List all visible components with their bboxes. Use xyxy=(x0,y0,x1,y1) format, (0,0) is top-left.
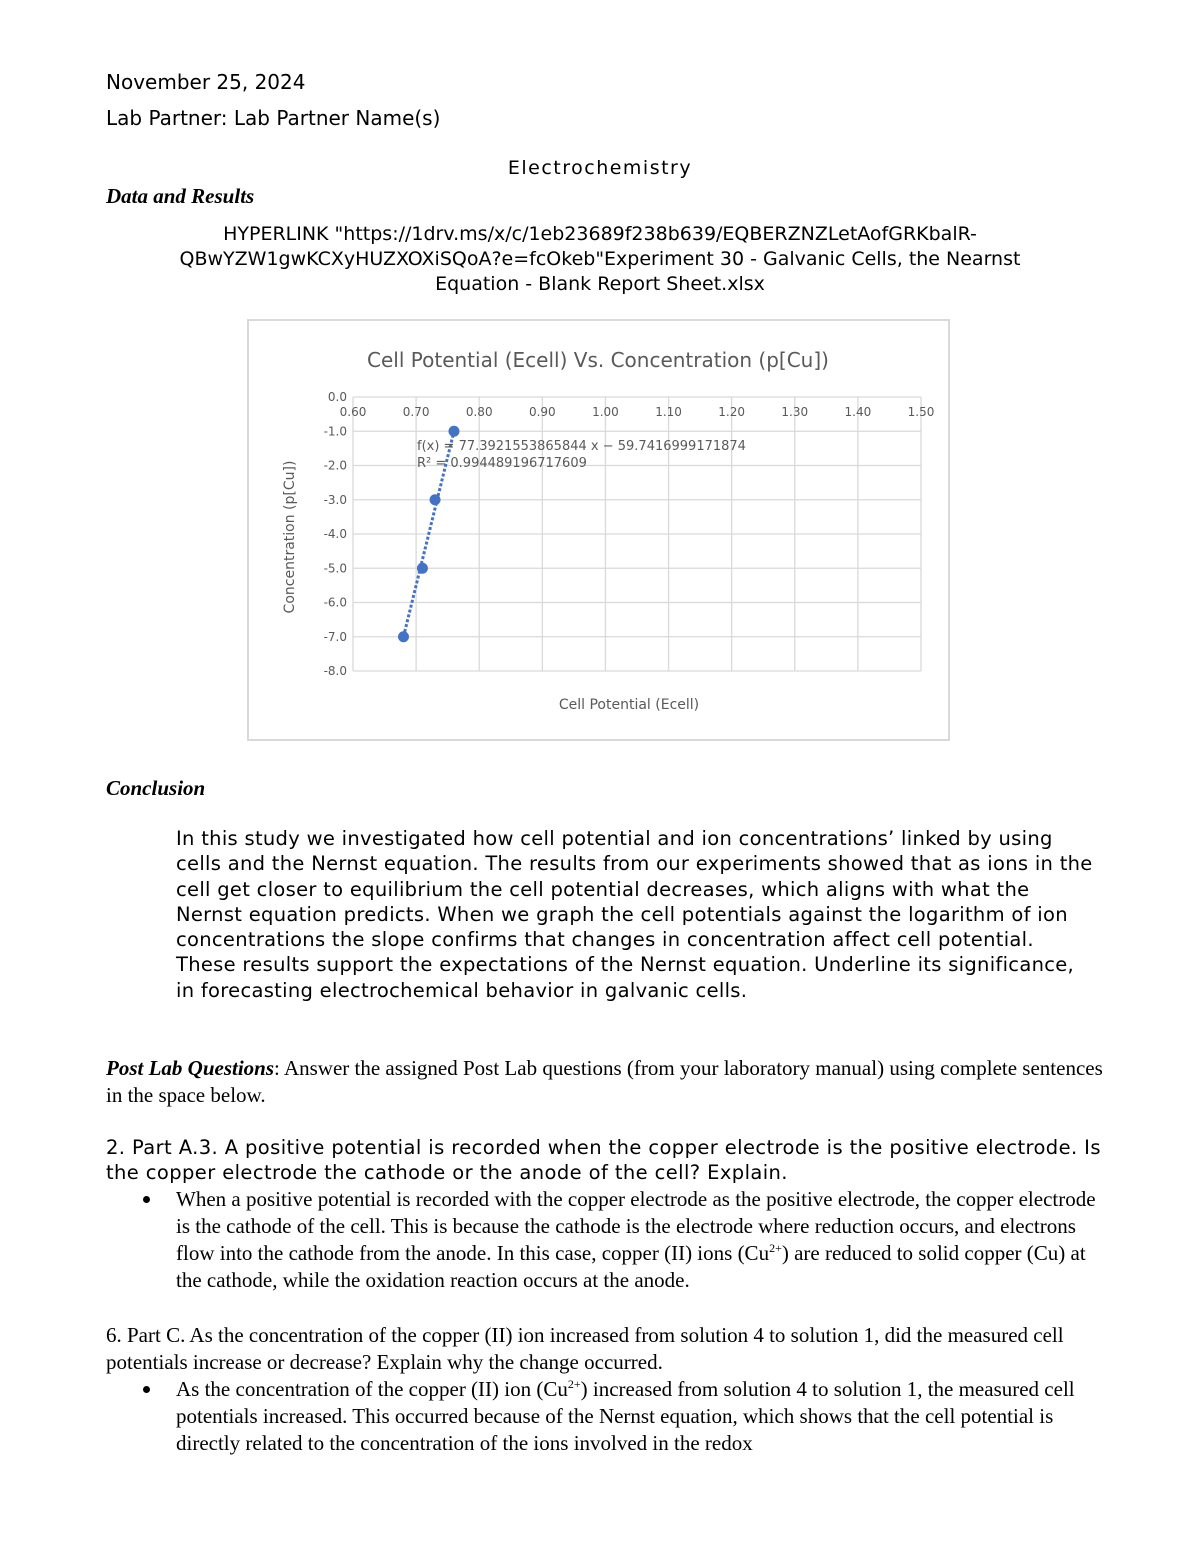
hyperlink-line-1: HYPERLINK "https://1drv.ms/x/c/1eb23689f238b639/EQBERZNZLetAofGRKbalR- xyxy=(223,223,977,245)
answer-6-superscript: 2+ xyxy=(567,1377,581,1391)
x-tick-label: 1.40 xyxy=(844,405,872,419)
trendline-r-squared: R² = 0.994489196717609 xyxy=(417,456,587,471)
x-tick-label: 1.50 xyxy=(907,405,935,419)
conclusion-paragraph: In this study we investigated how cell potential and ion concentrations’ linked by using cells and the Nernst equation. The results from our experiments showed that as ions in the cell get closer to equilibrium the cell potential decreases, which aligns with what the Nernst equation predicts. When we graph the cell potentials against the logarithm of ion concentrations the slope confirms that changes in concentration affect cell potential. These results support the expectations of the Nernst equation. Underline its significance, in forecasting electrochemical behavior in galvanic cells. xyxy=(176,827,1093,1002)
x-tick-label: 0.80 xyxy=(465,405,493,419)
x-tick-label: 1.30 xyxy=(781,405,809,419)
chart-container xyxy=(247,319,950,741)
answer-6-text-a: As the concentration of the copper (II) ion (Cu xyxy=(176,1377,568,1401)
scatter-chart xyxy=(249,321,948,739)
x-tick-label: 1.00 xyxy=(592,405,619,419)
y-tick-label: -2.0 xyxy=(323,458,347,473)
y-tick-label: -4.0 xyxy=(323,527,347,541)
y-tick-label: -6.0 xyxy=(323,595,347,610)
post-lab-instructions: : Answer the assigned Post Lab questions (from your laboratory manual) using complete sentences in the space below. xyxy=(106,1056,1103,1107)
x-tick-label: 0.60 xyxy=(339,405,367,419)
answer-2 xyxy=(176,1186,1096,1294)
data-results-heading: Data and Results xyxy=(106,184,255,208)
question-6: 6. Part C. As the concentration of the copper (II) ion increased from solution 4 to solution 1, did the measured cell potentials increase or decrease? Explain why the change occurred. xyxy=(106,1323,1064,1374)
y-tick-label: -5.0 xyxy=(323,561,347,576)
lab-partner-line: Lab Partner: Lab Partner Name(s) xyxy=(106,106,441,130)
data-point xyxy=(448,426,459,437)
y-tick-labels xyxy=(324,390,347,678)
bullet-icon xyxy=(143,1386,150,1393)
answer-2-text-b: ) are reduced to solid copper (Cu) at the cathode, while the oxidation reaction occurs at the anode. xyxy=(176,1241,1086,1292)
hyperlink-field[interactable] xyxy=(110,222,1090,297)
hyperlink-line-2: QBwYZW1gwKCXyHUZXOXiSQoA?e=fcOkeb"Experiment 30 - Galvanic Cells, the Nearnst xyxy=(179,248,1021,270)
x-tick-label: 1.20 xyxy=(718,405,746,419)
page-title: Electrochemistry xyxy=(507,157,693,179)
document-date: November 25, 2024 xyxy=(106,70,306,94)
y-tick-label: -7.0 xyxy=(323,629,347,644)
y-tick-label: 0.0 xyxy=(327,390,347,404)
conclusion-heading: Conclusion xyxy=(106,776,206,800)
y-tick-label: -3.0 xyxy=(323,492,347,507)
answer-6 xyxy=(176,1376,1096,1457)
post-lab-heading: Post Lab Questions xyxy=(106,1056,275,1080)
question-2: 2. Part A.3. A positive potential is recorded when the copper electrode is the positive electrode. Is the copper electrode the cathode or the anode of the cell? Explain. xyxy=(106,1136,1101,1184)
y-axis-label: Concentration (p[Cu]) xyxy=(282,460,298,614)
answer-2-text-a: When a positive potential is recorded with the copper electrode as the positive electrode, the copper electrode is the cathode of the cell. This is because the cathode is the electrode where reduction occurs, and electrons flow into the cathode from the anode. In this case, copper (II) ions (Cu xyxy=(176,1187,1096,1265)
hyperlink-line-3: Equation - Blank Report Sheet.xlsx xyxy=(435,273,765,295)
data-point xyxy=(398,631,409,642)
trendline-equation: f(x) = 77.3921553865844 x − 59.7416999171874 xyxy=(417,439,746,454)
answer-2-superscript: 2+ xyxy=(769,1241,782,1255)
data-point xyxy=(430,494,441,505)
y-tick-label: -8.0 xyxy=(323,664,347,678)
y-tick-label: -1.0 xyxy=(323,424,347,439)
data-point xyxy=(417,563,428,574)
x-tick-label: 0.90 xyxy=(528,405,556,419)
post-lab-intro xyxy=(106,1055,1106,1109)
x-axis-label: Cell Potential (Ecell) xyxy=(558,697,700,713)
x-tick-label: 0.70 xyxy=(402,405,430,419)
x-tick-labels xyxy=(340,405,935,419)
chart-title: Cell Potential (Ecell) Vs. Concentration (p[Cu]) xyxy=(367,348,829,372)
bullet-icon xyxy=(143,1196,150,1203)
x-tick-label: 1.10 xyxy=(655,405,682,419)
answer-6-text-b: ) increased from solution 4 to solution 1, the measured cell potentials increased. This occurred because of the Nernst equation, which shows that the cell potential is directly related to the concentration of the ions involved in the redox xyxy=(176,1377,1075,1455)
